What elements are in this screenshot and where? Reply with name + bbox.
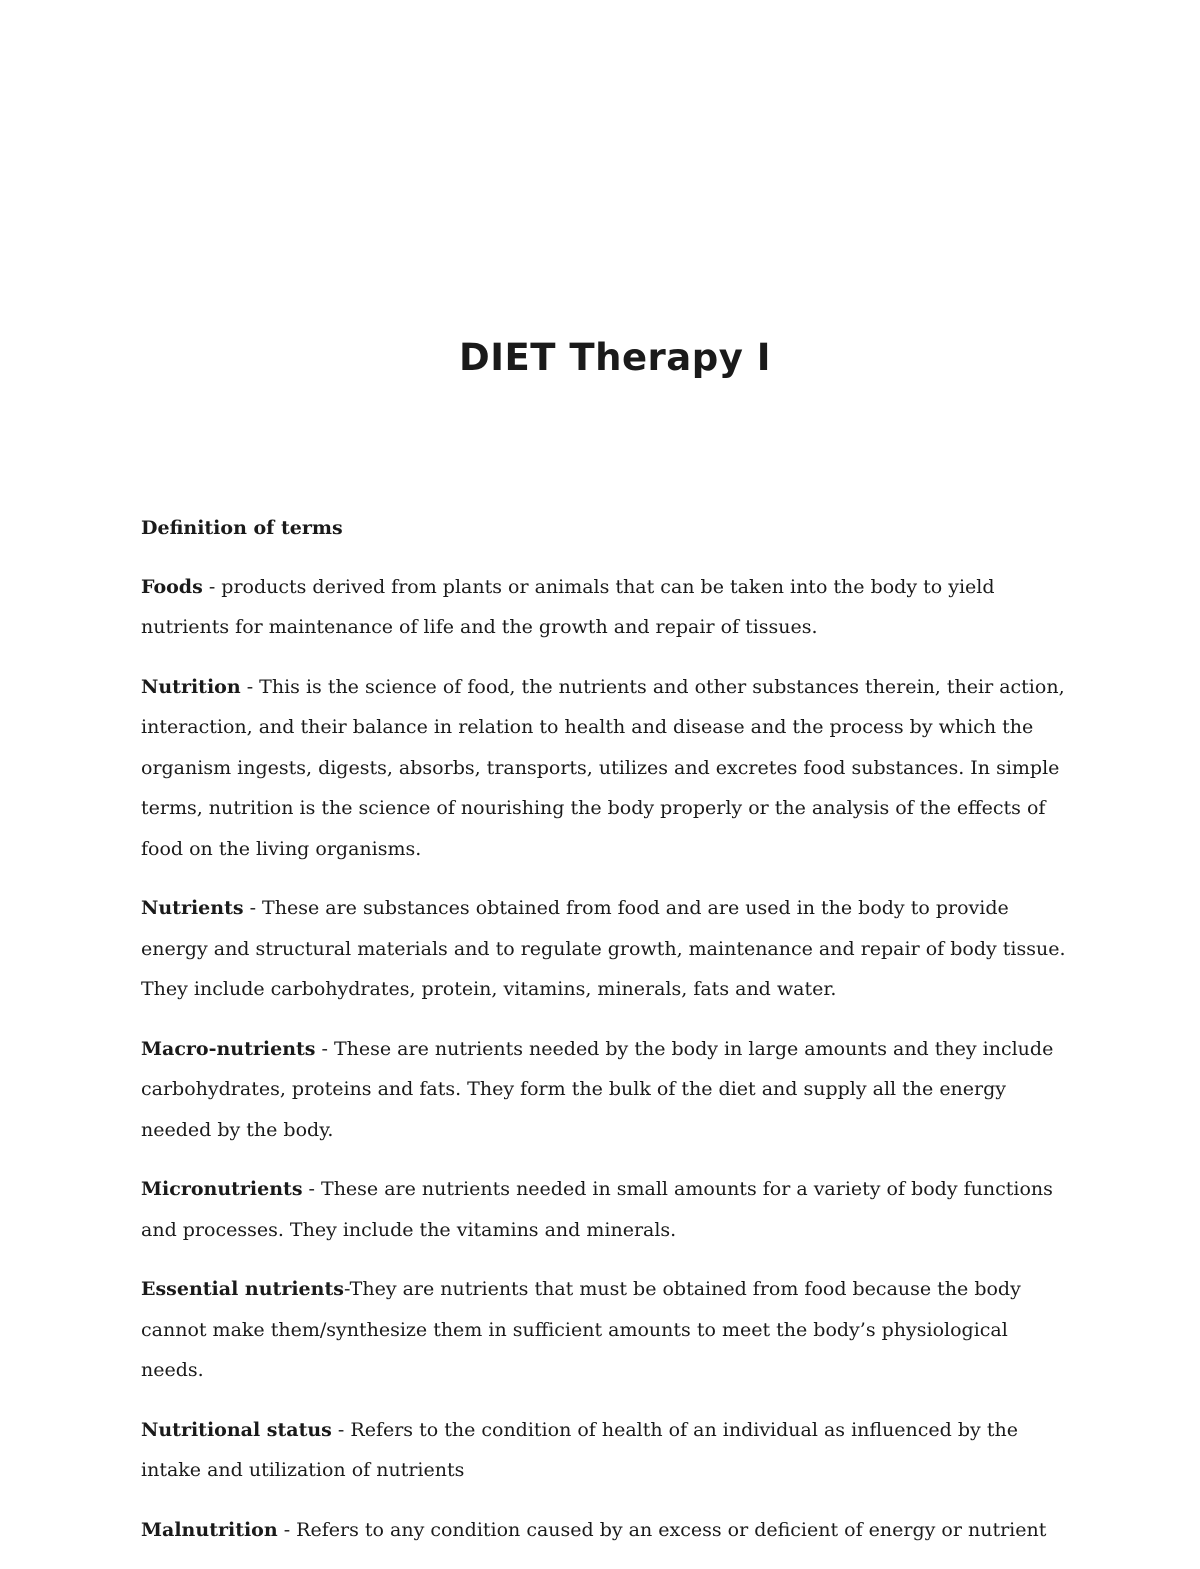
term-label: Foods xyxy=(141,575,203,598)
definition-entry-micronutrients xyxy=(141,1169,1071,1250)
term-definition: - These are nutrients needed by the body in large amounts and they include carbohydrates, proteins and fats. They form the bulk of the diet and supply all the energy needed by the body. xyxy=(141,1037,1054,1141)
definition-entry-nutrients xyxy=(141,888,1071,1010)
term-definition: - These are substances obtained from food and are used in the body to provide energy and structural materials and to regulate growth, maintenance and repair of body tissue. They include carbohydrates, protein, vitamins, minerals, fats and water. xyxy=(141,897,1066,1000)
definition-entry-nutrition xyxy=(141,667,1071,870)
definition-entry-macro-nutrients xyxy=(141,1029,1071,1151)
document-body xyxy=(141,508,1071,1569)
term-definition: - Refers to any condition caused by an excess or deficient of energy or nutrient xyxy=(277,1518,1047,1541)
term-definition: - This is the science of food, the nutrients and other substances therein, their action, interaction, and their balance in relation to health and disease and the process by which the organism ingests, digests, absorbs, transports, utilizes and excretes food substances. In simple terms, nutrition is the science of nourishing the body properly or the analysis of the effects of food on the living organisms. xyxy=(141,675,1065,860)
definition-entry-essential-nutrients xyxy=(141,1269,1071,1391)
definition-entry-nutritional-status xyxy=(141,1410,1071,1491)
term-definition: - products derived from plants or animals that can be taken into the body to yield nutrients for maintenance of life and the growth and repair of tissues. xyxy=(141,575,995,638)
term-label: Nutritional status xyxy=(141,1418,332,1441)
term-label: Nutrition xyxy=(141,675,241,698)
section-heading: Definition of terms xyxy=(141,517,343,539)
term-definition: - These are nutrients needed in small amounts for a variety of body functions and processes. They include the vitamins and minerals. xyxy=(141,1178,1053,1241)
definition-entry-malnutrition xyxy=(141,1510,1071,1551)
term-label: Nutrients xyxy=(141,897,244,919)
term-label: Micronutrients xyxy=(141,1178,303,1200)
term-label: Macro-nutrients xyxy=(141,1037,316,1060)
term-label: Malnutrition xyxy=(141,1518,278,1541)
term-definition: -They are nutrients that must be obtained from food because the body cannot make them/synthesize them in sufficient amounts to meet the body’s physiological needs. xyxy=(141,1278,1021,1381)
term-definition: - Refers to the condition of health of an individual as influenced by the intake and utilization of nutrients xyxy=(141,1418,1018,1481)
term-label: Essential nutrients xyxy=(141,1278,344,1300)
document-title: DIET Therapy I xyxy=(458,336,771,379)
definition-entry-foods xyxy=(141,567,1071,648)
